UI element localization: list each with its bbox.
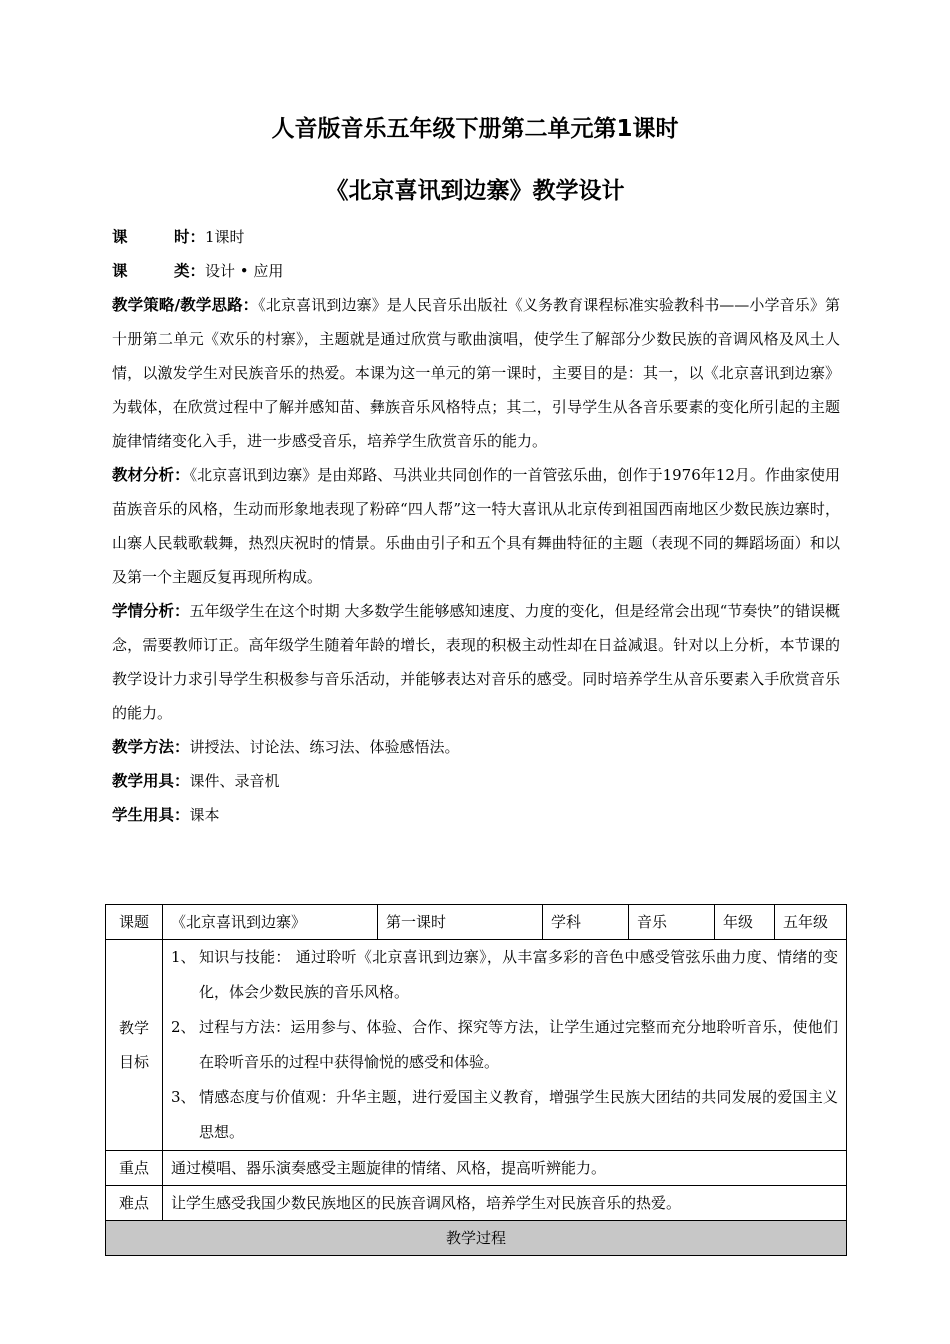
goals-cell	[163, 940, 847, 1151]
goal-text: 知识与技能： 通过聆听《北京喜讯到边寨》，从丰富多彩的音色中感受管弦乐曲力度、情绪的变化，体会少数民族的音乐风格。	[199, 948, 838, 1001]
document-subtitle: 《北京喜讯到边寨》教学设计	[325, 178, 625, 204]
strategy-paragraph	[112, 288, 840, 458]
material-text: 《北京喜讯到边寨》是由郑路、马洪业共同创作的一首管弦乐曲，创作于1976年12月。作曲家使用苗族音乐的风格，生动而形象地表现了粉碎“四人帮”这一特大喜讯从北京传到祖国西南地区少数民族边寨时，山寨人民载歌载舞，热烈庆祝时的情景。乐曲由引子和五个具有舞曲特征的主题（表现不同的舞蹈场面）和以及第一个主题反复再现所构成。	[112, 466, 840, 586]
strategy-label: 教学策略/教学思路：	[112, 296, 259, 314]
tools-paragraph	[112, 764, 840, 798]
topic-value-cell: 《北京喜讯到边寨》	[163, 905, 378, 940]
document-body	[112, 220, 840, 832]
lesson-hours-value: 1课时	[205, 228, 245, 246]
learner-label: 学情分析：	[112, 602, 190, 620]
goal-item	[171, 1080, 838, 1150]
goal-text: 情感态度与价值观：升华主题，进行爱国主义教育，增强学生民族大团结的共同发展的爱国主义思想。	[199, 1088, 838, 1141]
student-tools-text: 课本	[189, 806, 220, 824]
key-point-text-cell: 通过模唱、器乐演奏感受主题旋律的情绪、风格，提高听辨能力。	[163, 1151, 847, 1186]
method-text: 讲授法、讨论法、练习法、体验感悟法。	[189, 738, 460, 756]
lesson-plan-table	[105, 904, 847, 1256]
lesson-type-label-b: 类：	[174, 262, 206, 280]
lesson-hours-label-b: 时：	[174, 228, 206, 246]
subject-value-cell: 音乐	[629, 905, 715, 940]
key-point-label-cell: 重点	[106, 1151, 163, 1186]
goal-item	[171, 940, 838, 1010]
document-title: 人音版音乐五年级下册第二单元第1课时	[271, 116, 679, 142]
lesson-hours-label-a: 课	[112, 228, 128, 246]
process-header-cell: 教学过程	[106, 1221, 847, 1256]
goal-number: 2、	[171, 1018, 196, 1036]
lesson-hours-line	[112, 220, 840, 254]
goal-number: 3、	[171, 1088, 196, 1106]
student-tools-paragraph	[112, 798, 840, 832]
subject-label-cell: 学科	[543, 905, 629, 940]
table-row-goals	[106, 940, 847, 1151]
learner-paragraph	[112, 594, 840, 730]
topic-label-cell: 课题	[106, 905, 163, 940]
student-tools-label: 学生用具：	[112, 806, 190, 824]
lesson-type-label-a: 课	[112, 262, 128, 280]
grade-label-cell: 年级	[715, 905, 775, 940]
lesson-type-line	[112, 254, 840, 288]
goal-text: 过程与方法：运用参与、体验、合作、探究等方法，让学生通过完整而充分地聆听音乐，使他们在聆听音乐的过程中获得愉悦的感受和体验。	[199, 1018, 838, 1071]
tools-label: 教学用具：	[112, 772, 190, 790]
difficulty-label-cell: 难点	[106, 1186, 163, 1221]
lesson-cell: 第一课时	[378, 905, 543, 940]
method-paragraph	[112, 730, 840, 764]
goal-number: 1、	[171, 948, 196, 966]
lesson-type-value: 设计 • 应用	[205, 262, 284, 280]
grade-value-cell: 五年级	[775, 905, 847, 940]
goals-label-cell: 教学目标	[106, 940, 163, 1151]
table-row-key-point	[106, 1151, 847, 1186]
goal-item	[171, 1010, 838, 1080]
learner-text: 五年级学生在这个时期 大多数学生能够感知速度、力度的变化，但是经常会出现“节奏快”的错误概念，需要教师订正。高年级学生随着年龄的增长，表现的积极主动性却在日益减退。针对以上分析，本节课的教学设计力求引导学生积极参与音乐活动，并能够表达对音乐的感受。同时培养学生从音乐要素入手欣赏音乐的能力。	[112, 602, 840, 722]
table-row-topic	[106, 905, 847, 940]
material-label: 教材分析：	[112, 466, 190, 484]
material-paragraph	[112, 458, 840, 594]
table-row-difficulty	[106, 1186, 847, 1221]
method-label: 教学方法：	[112, 738, 190, 756]
difficulty-text-cell: 让学生感受我国少数民族地区的民族音调风格，培养学生对民族音乐的热爱。	[163, 1186, 847, 1221]
tools-text: 课件、录音机	[189, 772, 280, 790]
table-row-process	[106, 1221, 847, 1256]
strategy-text: 《北京喜讯到边寨》是人民音乐出版社《义务教育课程标准实验教科书——小学音乐》第十册第二单元《欢乐的村寨》，主题就是通过欣赏与歌曲演唱，使学生了解部分少数民族的音调风格及风土人情，以激发学生对民族音乐的热爱。本课为这一单元的第一课时，主要目的是：其一，以《北京喜讯到边寨》为载体，在欣赏过程中了解并感知苗、彝族音乐风格特点；其二，引导学生从各音乐要素的变化所引起的主题旋律情绪变化入手，进一步感受音乐，培养学生欣赏音乐的能力。	[112, 296, 840, 450]
